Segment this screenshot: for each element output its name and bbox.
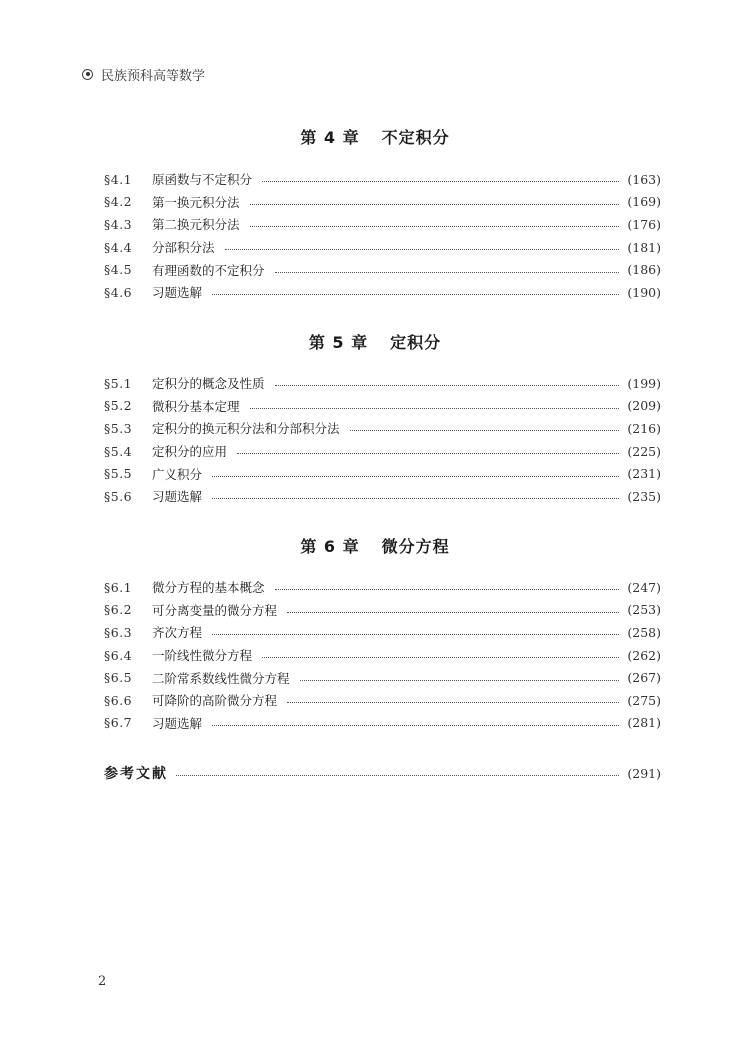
section-page: (181) — [627, 239, 661, 255]
section-number: §4.1 — [104, 171, 133, 187]
section-page: (186) — [627, 262, 661, 278]
dot-leader — [350, 429, 620, 431]
toc-entry[interactable] — [104, 644, 661, 667]
section-title: 二阶常系数线性微分方程 — [152, 670, 290, 686]
section-number: §6.3 — [104, 624, 133, 640]
dot-leader — [212, 475, 619, 477]
dot-leader — [287, 701, 619, 703]
section-title: 可分离变量的微分方程 — [152, 602, 278, 618]
toc-entry[interactable] — [104, 191, 661, 214]
section-title: 第二换元积分法 — [152, 217, 240, 233]
references-page: (291) — [627, 765, 661, 781]
section-page: (199) — [627, 375, 661, 391]
section-page: (267) — [627, 670, 661, 686]
chapter-number: 第 6 章 — [300, 537, 360, 556]
toc-entry[interactable] — [104, 440, 661, 463]
section-number: §4.6 — [104, 284, 133, 300]
dot-leader — [262, 656, 619, 658]
section-title: 习题选解 — [152, 489, 203, 505]
section-title: 微分方程的基本概念 — [152, 580, 265, 596]
section-number: §6.7 — [104, 715, 133, 731]
chapter-title: 定积分 — [390, 333, 442, 352]
section-page: (247) — [627, 579, 661, 595]
section-title: 定积分的概念及性质 — [152, 376, 265, 392]
dot-leader — [250, 407, 620, 409]
section-number: §6.2 — [104, 602, 133, 618]
chapter-toc-list — [104, 372, 661, 508]
section-page: (209) — [627, 398, 661, 414]
section-title: 定积分的换元积分法和分部积分法 — [152, 421, 340, 437]
toc-entry[interactable] — [104, 576, 661, 599]
target-bullet-icon — [82, 69, 93, 80]
dot-leader — [212, 633, 619, 635]
section-number: §5.4 — [104, 443, 133, 459]
section-number: §5.2 — [104, 398, 133, 414]
section-page: (169) — [627, 194, 661, 210]
section-title: 可降阶的高阶微分方程 — [152, 693, 278, 709]
book-title: 民族预科高等数学 — [101, 68, 206, 84]
section-title: 有理函数的不定积分 — [152, 262, 265, 278]
dot-leader — [275, 271, 620, 273]
dot-leader — [250, 203, 620, 205]
section-number: §5.6 — [104, 488, 133, 504]
toc-entry[interactable] — [104, 485, 661, 508]
section-title: 微积分基本定理 — [152, 398, 240, 414]
dot-leader — [262, 180, 619, 182]
toc-entry[interactable] — [104, 281, 661, 304]
section-page: (281) — [627, 715, 661, 731]
chapter-title: 微分方程 — [381, 537, 450, 556]
references-title: 参考文献 — [104, 766, 168, 782]
toc-entry[interactable] — [104, 395, 661, 418]
section-title: 习题选解 — [152, 285, 203, 301]
toc-entry[interactable] — [104, 213, 661, 236]
dot-leader — [225, 248, 620, 250]
section-title: 齐次方程 — [152, 625, 203, 641]
toc-entry[interactable] — [104, 168, 661, 191]
dot-leader — [176, 774, 619, 776]
dot-leader — [275, 588, 620, 590]
chapter-heading — [0, 534, 750, 557]
section-page: (235) — [627, 488, 661, 504]
section-number: §4.4 — [104, 239, 133, 255]
section-number: §4.3 — [104, 216, 133, 232]
toc-entry[interactable] — [104, 599, 661, 622]
section-page: (258) — [627, 624, 661, 640]
dot-leader — [212, 724, 619, 726]
toc-entry[interactable] — [104, 621, 661, 644]
running-header — [82, 64, 205, 84]
section-page: (216) — [627, 420, 661, 436]
chapter-title: 不定积分 — [381, 128, 450, 147]
section-number: §6.6 — [104, 692, 133, 708]
page-number: 2 — [98, 974, 107, 989]
section-title: 分部积分法 — [152, 240, 215, 256]
section-title: 一阶线性微分方程 — [152, 648, 253, 664]
toc-entry[interactable] — [104, 712, 661, 735]
toc-entry[interactable] — [104, 236, 661, 259]
dot-leader — [275, 384, 620, 386]
dot-leader — [287, 611, 619, 613]
section-number: §4.5 — [104, 262, 133, 278]
section-number: §4.2 — [104, 194, 133, 210]
chapter-heading — [0, 125, 750, 148]
section-page: (176) — [627, 216, 661, 232]
toc-entry[interactable] — [104, 372, 661, 395]
section-page: (163) — [627, 171, 661, 187]
section-title: 习题选解 — [152, 715, 203, 731]
section-page: (231) — [627, 466, 661, 482]
dot-leader — [212, 293, 619, 295]
chapter-number: 第 4 章 — [300, 128, 360, 147]
section-number: §5.3 — [104, 420, 133, 436]
section-title: 第一换元积分法 — [152, 194, 240, 210]
section-title: 原函数与不定积分 — [152, 172, 253, 188]
chapter-toc-list — [104, 168, 661, 304]
chapter-heading — [0, 330, 750, 353]
section-number: §6.1 — [104, 579, 133, 595]
section-page: (262) — [627, 647, 661, 663]
section-page: (190) — [627, 284, 661, 300]
section-page: (253) — [627, 602, 661, 618]
section-number: §5.5 — [104, 466, 133, 482]
section-title: 定积分的应用 — [152, 444, 228, 460]
section-title: 广义积分 — [152, 466, 203, 482]
chapter-number: 第 5 章 — [308, 333, 369, 352]
toc-entry[interactable] — [104, 462, 661, 485]
section-number: §6.5 — [104, 670, 133, 686]
toc-entry[interactable] — [104, 417, 661, 440]
toc-entry[interactable] — [104, 258, 661, 281]
section-number: §5.1 — [104, 375, 133, 391]
dot-leader — [300, 679, 620, 681]
section-page: (225) — [627, 443, 661, 459]
chapter-toc-list — [104, 576, 661, 734]
section-page: (275) — [627, 692, 661, 708]
dot-leader — [250, 225, 620, 227]
dot-leader — [237, 452, 619, 454]
section-number: §6.4 — [104, 647, 133, 663]
dot-leader — [212, 497, 619, 499]
toc-entry-references[interactable] — [104, 761, 661, 785]
toc-entry[interactable] — [104, 666, 661, 689]
toc-entry[interactable] — [104, 689, 661, 712]
